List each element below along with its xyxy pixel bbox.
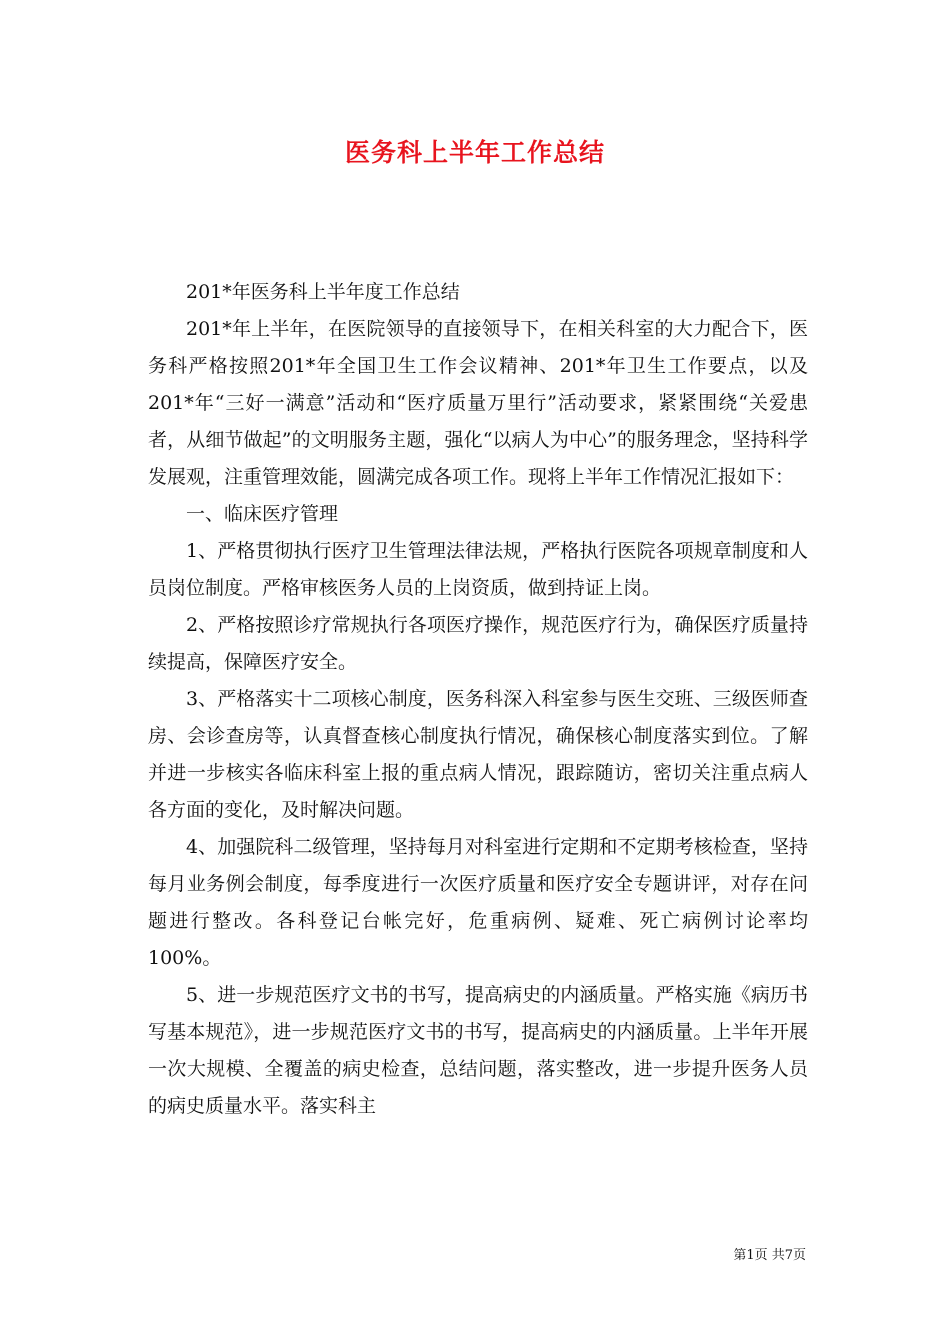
section-heading-clinical: 一、临床医疗管理 bbox=[186, 503, 339, 525]
document-body bbox=[148, 274, 808, 1125]
paragraph-item-1: 1、严格贯彻执行医疗卫生管理法律法规，严格执行医院各项规章制度和人员岗位制度。严格审核医务人员的上岗资质，做到持证上岗。 bbox=[148, 540, 808, 599]
paragraph-intro: 201*年上半年，在医院领导的直接领导下，在相关科室的大力配合下，医务科严格按照201*年全国卫生工作会议精神、201*年卫生工作要点，以及201*年“三好一满意”活动和“医疗质量万里行”活动要求，紧紧围绕“关爱患者，从细节做起”的文明服务主题，强化“以病人为中心”的服务理念，坚持科学发展观，注重管理效能，圆满完成各项工作。现将上半年工作情况汇报如下： bbox=[148, 318, 808, 488]
paragraph-item-3: 3、严格落实十二项核心制度，医务科深入科室参与医生交班、三级医师查房、会诊查房等，认真督查核心制度执行情况，确保核心制度落实到位。了解并进一步核实各临床科室上报的重点病人情况，跟踪随访，密切关注重点病人各方面的变化，及时解决问题。 bbox=[148, 688, 808, 821]
paragraph-item-5: 5、进一步规范医疗文书的书写，提高病史的内涵质量。严格实施《病历书写基本规范》，进一步规范医疗文书的书写，提高病史的内涵质量。上半年开展一次大规模、全覆盖的病史检查，总结问题，落实整改，进一步提升医务人员的病史质量水平。落实科主 bbox=[148, 984, 808, 1117]
page-number: 第1页 共7页 bbox=[733, 1248, 806, 1263]
paragraph-item-4: 4、加强院科二级管理，坚持每月对科室进行定期和不定期考核检查，坚持每月业务例会制度，每季度进行一次医疗质量和医疗安全专题讲评，对存在问题进行整改。各科登记台帐完好，危重病例、疑难、死亡病例讨论率均100%。 bbox=[148, 836, 808, 969]
document-title: 医务科上半年工作总结 bbox=[344, 138, 605, 167]
paragraph-item-2: 2、严格按照诊疗常规执行各项医疗操作，规范医疗行为，确保医疗质量持续提高，保障医疗安全。 bbox=[148, 614, 808, 673]
paragraph-subtitle: 201*年医务科上半年度工作总结 bbox=[186, 281, 460, 303]
